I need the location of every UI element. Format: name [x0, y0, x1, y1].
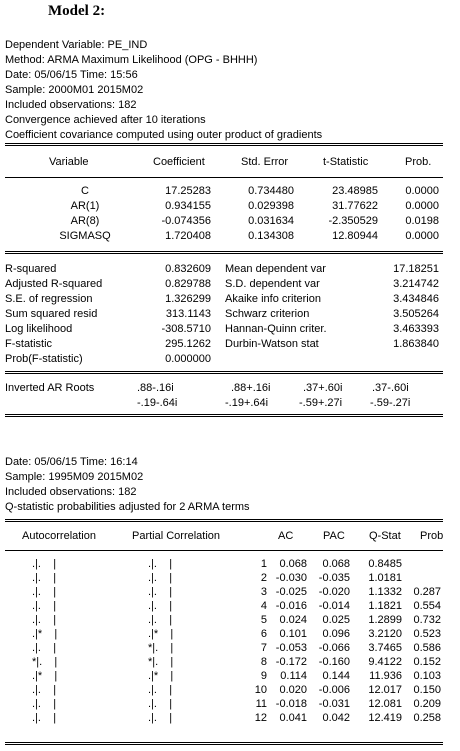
stat-label: S.D. dependent var	[225, 278, 320, 290]
cell-lag: 10	[254, 684, 267, 696]
coef-table-body	[5, 184, 443, 244]
cell-lag: 8	[260, 656, 267, 668]
root-value: .88-.16i	[137, 382, 174, 394]
stat-label: R-squared	[5, 263, 57, 275]
cell-pac: -0.160	[318, 656, 350, 668]
cell-partial-correlation: .|* |	[148, 670, 174, 682]
stat-label: Schwarz criterion	[225, 308, 310, 320]
cell-q-stat: 1.1332	[368, 586, 402, 598]
stat-value: 313.1143	[165, 308, 211, 320]
cell-pac: -0.035	[318, 572, 350, 584]
cell-q-stat: 11.936	[369, 670, 402, 682]
page-title: Model 2:	[48, 3, 106, 19]
header-line: Sample: 1995M09 2015M02	[5, 471, 144, 483]
cell-partial-correlation: .|. |	[148, 614, 173, 626]
cell-prob: 0.287	[413, 586, 441, 598]
summary-stats	[5, 262, 443, 367]
cell-coefficient: 17.25283	[165, 185, 211, 197]
header-line: Q-statistic probabilities adjusted for 2 ARMA terms	[5, 501, 250, 513]
stat-label: Hannan-Quinn criter.	[225, 323, 327, 335]
cell-prob: 0.152	[413, 656, 441, 668]
stat-value: 3.505264	[393, 308, 439, 320]
stat-value: 3.214742	[393, 278, 439, 290]
cell-q-stat: 1.2899	[368, 614, 402, 626]
cell-partial-correlation: .|* |	[148, 628, 174, 640]
header-line: Included observations: 182	[5, 99, 137, 111]
stat-value: 1.863840	[393, 338, 439, 350]
divider	[5, 414, 443, 415]
divider	[5, 143, 443, 144]
cell-prob: 0.732	[413, 614, 441, 626]
cell-partial-correlation: .|. |	[148, 684, 173, 696]
table-row	[5, 613, 443, 627]
cell-ac: 0.020	[279, 684, 307, 696]
cell-partial-correlation: .|. |	[148, 600, 173, 612]
cell-prob: 0.0000	[405, 230, 439, 242]
cell-autocorrelation: .|. |	[32, 712, 57, 724]
cell-lag: 9	[260, 670, 267, 682]
cell-prob: 0.523	[413, 628, 441, 640]
cell-coefficient: 1.720408	[165, 230, 211, 242]
ac-table-header	[5, 529, 443, 544]
cell-q-stat: 1.0181	[368, 572, 402, 584]
cell-lag: 1	[260, 558, 267, 570]
stat-label: S.E. of regression	[5, 293, 93, 305]
cell-partial-correlation: *|. |	[148, 642, 174, 654]
divider	[5, 253, 443, 254]
col-header-prob: Prob.	[405, 156, 432, 168]
divider	[5, 521, 443, 522]
table-row	[5, 627, 443, 641]
cell-pac: -0.006	[318, 684, 350, 696]
cell-autocorrelation: .|. |	[32, 586, 57, 598]
stat-label: Durbin-Watson stat	[225, 338, 319, 350]
cell-pac: 0.025	[322, 614, 350, 626]
ac-table-body	[5, 557, 443, 725]
root-value: -.59+.27i	[299, 397, 343, 409]
cell-ac: 0.114	[280, 670, 307, 682]
cell-variable: SIGMASQ	[59, 230, 111, 242]
stat-label: Log likelihood	[5, 323, 73, 335]
cell-pac: 0.096	[322, 628, 350, 640]
cell-prob: 0.586	[413, 642, 441, 654]
cell-prob: 0.150	[413, 684, 441, 696]
root-value: .88+.16i	[231, 382, 271, 394]
cell-autocorrelation: .|. |	[32, 684, 57, 696]
col-header-q-stat: Q-Stat	[369, 530, 401, 542]
inverted-roots	[5, 381, 443, 411]
cell-autocorrelation: .|. |	[32, 572, 57, 584]
table-row	[5, 669, 443, 683]
col-header-pac: PAC	[323, 530, 345, 542]
table-row	[5, 557, 443, 571]
stat-value: 0.829788	[165, 278, 211, 290]
cell-t-statistic: 23.48985	[332, 185, 378, 197]
table-row	[5, 277, 443, 292]
stat-label: Akaike info criterion	[225, 293, 321, 305]
table-row	[5, 292, 443, 307]
cell-q-stat: 3.7465	[368, 642, 402, 654]
col-header-t-statistic: t-Statistic	[323, 156, 369, 168]
table-row	[5, 641, 443, 655]
roots-label: Inverted AR Roots	[5, 382, 95, 394]
cell-variable: C	[81, 185, 89, 197]
cell-partial-correlation: .|. |	[148, 572, 173, 584]
divider	[5, 519, 443, 520]
col-header-ac: AC	[278, 530, 294, 542]
cell-autocorrelation: .|. |	[32, 642, 57, 654]
cell-lag: 5	[260, 614, 267, 626]
cell-autocorrelation: .|. |	[32, 558, 57, 570]
stat-value: 17.18251	[393, 263, 439, 275]
cell-prob: 0.554	[413, 600, 441, 612]
col-header-coefficient: Coefficient	[153, 156, 205, 168]
cell-ac: -0.030	[275, 572, 307, 584]
cell-pac: -0.031	[318, 698, 350, 710]
header-line: Dependent Variable: PE_IND	[5, 39, 148, 51]
cell-q-stat: 0.8485	[368, 558, 402, 570]
cell-prob: 0.103	[413, 670, 441, 682]
stat-value: 3.434846	[393, 293, 439, 305]
table-row	[5, 262, 443, 277]
cell-prob: 0.0000	[405, 200, 439, 212]
table-row	[5, 229, 443, 244]
table-row	[5, 199, 443, 214]
col-header-std-error: Std. Error	[241, 156, 289, 168]
cell-q-stat: 12.017	[368, 684, 402, 696]
cell-t-statistic: 31.77622	[332, 200, 378, 212]
cell-ac: 0.041	[279, 712, 307, 724]
header-line: Method: ARMA Maximum Likelihood (OPG - BHHH)	[5, 54, 258, 66]
cell-partial-correlation: .|. |	[148, 586, 173, 598]
cell-partial-correlation: .|. |	[148, 712, 173, 724]
cell-autocorrelation: .|. |	[32, 614, 57, 626]
stat-value: 0.000000	[165, 353, 211, 365]
table-row	[5, 307, 443, 322]
table-row	[5, 352, 443, 367]
cell-lag: 12	[254, 712, 267, 724]
cell-ac: -0.172	[275, 656, 307, 668]
col-header-partial-correlation: Partial Correlation	[132, 530, 221, 542]
cell-prob: 0.258	[413, 712, 441, 724]
cell-t-statistic: -2.350529	[328, 215, 378, 227]
cell-ac: 0.101	[279, 628, 307, 640]
cell-ac: 0.068	[279, 558, 307, 570]
header-line: Date: 05/06/15 Time: 15:56	[5, 69, 138, 81]
cell-std-error: 0.029398	[248, 200, 294, 212]
cell-autocorrelation: .|* |	[32, 628, 58, 640]
divider	[5, 145, 443, 146]
stat-value: 3.463393	[393, 323, 439, 335]
cell-pac: -0.066	[318, 642, 350, 654]
table-row	[5, 337, 443, 352]
cell-coefficient: 0.934155	[165, 200, 211, 212]
cell-prob: 0.0000	[405, 185, 439, 197]
root-value: .37-.60i	[372, 382, 409, 394]
stat-value: 0.832609	[165, 263, 211, 275]
cell-ac: -0.016	[275, 600, 307, 612]
coef-table-header	[5, 155, 443, 170]
table-row	[5, 322, 443, 337]
cell-pac: 0.144	[322, 670, 350, 682]
root-value: -.19-.64i	[137, 397, 178, 409]
cell-pac: 0.068	[322, 558, 350, 570]
cell-q-stat: 12.081	[368, 698, 402, 710]
cell-autocorrelation: .|* |	[32, 670, 58, 682]
cell-ac: -0.018	[275, 698, 307, 710]
table-row	[5, 585, 443, 599]
cell-autocorrelation: .|. |	[32, 698, 57, 710]
cell-partial-correlation: *|. |	[148, 656, 174, 668]
divider	[5, 177, 443, 178]
stat-value: 1.326299	[165, 293, 211, 305]
table-row	[5, 711, 443, 725]
root-value: -.59-.27i	[370, 397, 411, 409]
divider	[5, 373, 443, 374]
cell-t-statistic: 12.80944	[332, 230, 378, 242]
cell-pac: -0.014	[318, 600, 350, 612]
stat-label: Mean dependent var	[225, 263, 326, 275]
cell-partial-correlation: .|. |	[148, 558, 173, 570]
cell-partial-correlation: .|. |	[148, 698, 173, 710]
cell-lag: 6	[260, 628, 267, 640]
col-header-variable: Variable	[49, 156, 89, 168]
cell-q-stat: 3.2120	[368, 628, 402, 640]
stat-label: Sum squared resid	[5, 308, 98, 320]
cell-lag: 4	[260, 600, 267, 612]
cell-coefficient: -0.074356	[161, 215, 211, 227]
stat-label: Prob(F-statistic)	[5, 353, 83, 365]
model-header	[5, 38, 322, 143]
cell-ac: -0.053	[275, 642, 307, 654]
root-value: .37+.60i	[303, 382, 343, 394]
cell-variable: AR(8)	[70, 215, 100, 227]
table-row	[5, 697, 443, 711]
cell-ac: -0.025	[275, 586, 307, 598]
stat-label: F-statistic	[5, 338, 53, 350]
header-line: Included observations: 182	[5, 486, 137, 498]
cell-std-error: 0.734480	[248, 185, 294, 197]
cell-q-stat: 1.1821	[368, 600, 402, 612]
col-header-autocorrelation: Autocorrelation	[22, 530, 96, 542]
stat-value: -308.5710	[161, 323, 211, 335]
cell-std-error: 0.031634	[248, 215, 294, 227]
cell-q-stat: 12.419	[368, 712, 402, 724]
divider	[5, 251, 443, 252]
stat-label: Adjusted R-squared	[5, 278, 103, 290]
table-row	[5, 214, 443, 229]
divider	[5, 416, 443, 417]
divider	[5, 371, 443, 372]
cell-prob: 0.209	[413, 698, 441, 710]
divider	[5, 744, 443, 745]
cell-q-stat: 9.4122	[368, 656, 402, 668]
cell-lag: 3	[260, 586, 267, 598]
table-row	[5, 655, 443, 669]
cell-pac: -0.020	[318, 586, 350, 598]
header-line: Sample: 2000M01 2015M02	[5, 84, 144, 96]
header-line: Coefficient covariance computed using outer product of gradients	[5, 129, 323, 141]
stat-value: 295.1262	[165, 338, 211, 350]
cell-variable: AR(1)	[70, 200, 100, 212]
cell-lag: 11	[255, 698, 267, 710]
cell-pac: 0.042	[322, 712, 350, 724]
divider	[5, 742, 443, 743]
divider	[5, 550, 443, 551]
col-header-prob: Prob	[420, 530, 444, 542]
header-line: Date: 05/06/15 Time: 16:14	[5, 456, 138, 468]
table-row	[5, 571, 443, 585]
table-row	[5, 184, 443, 199]
root-value: -.19+.64i	[225, 397, 269, 409]
cell-std-error: 0.134308	[248, 230, 294, 242]
cell-lag: 7	[260, 642, 267, 654]
cell-autocorrelation: .|. |	[32, 600, 57, 612]
cell-autocorrelation: *|. |	[32, 656, 58, 668]
cell-ac: 0.024	[279, 614, 307, 626]
table-row	[5, 599, 443, 613]
header-line: Convergence achieved after 10 iterations	[5, 114, 206, 126]
table-row	[5, 683, 443, 697]
cell-prob: 0.0198	[405, 215, 439, 227]
correlogram-header	[5, 455, 250, 515]
cell-lag: 2	[260, 572, 267, 584]
